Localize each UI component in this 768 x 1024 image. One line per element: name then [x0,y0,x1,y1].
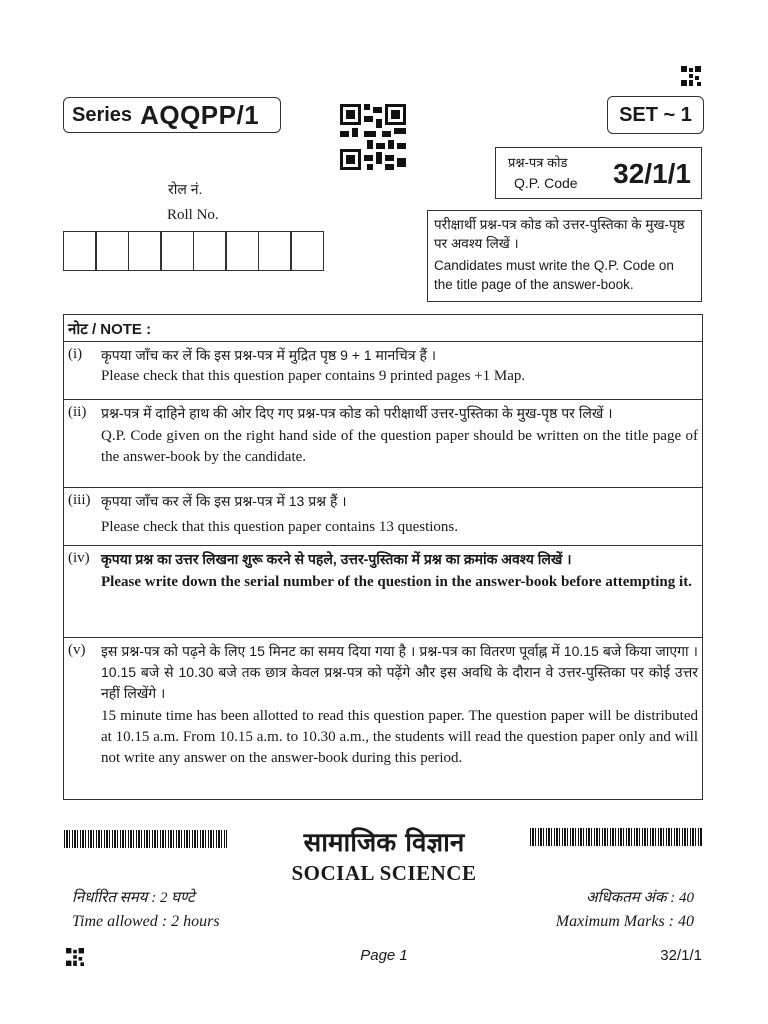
roll-digit-box[interactable] [63,231,97,271]
candidate-note-hindi: परीक्षार्थी प्रश्न-पत्र कोड को उत्तर-पुस्तिका के मुख-पृष्ठ पर अवश्य लिखें । [434,217,685,251]
note-item-english: Please write down the serial number of the question in the answer-book before attempting it. [101,574,692,590]
footer-qp-code: 32/1/1 [660,947,702,964]
candidate-note-english: Candidates must write the Q.P. Code on the title page of the answer-book. [434,258,674,292]
roll-digit-box[interactable] [193,231,227,271]
qr-code-small-top [681,66,701,86]
note-item-hindi: कृपया जाँच कर लें कि इस प्रश्न-पत्र में मुद्रित पृष्ठ 9 + 1 मानचित्र हैं । [101,347,437,363]
time-allowed-english: Time allowed : 2 hours [72,913,220,930]
note-item-hindi: कृपया जाँच कर लें कि इस प्रश्न-पत्र में 13 प्रश्न हैं । [101,493,347,509]
note-item [64,545,702,637]
roll-digit-box[interactable] [128,231,162,271]
max-marks-hindi: अधिकतम अंक : 40 [586,890,694,906]
qp-code-value: 32/1/1 [613,158,691,189]
max-marks-english: Maximum Marks : 40 [555,913,694,930]
roll-digit-box[interactable] [258,231,292,271]
roll-digit-box[interactable] [225,231,259,271]
note-heading: नोट / NOTE : [68,321,152,338]
note-item-number: (iii) [68,492,91,508]
time-allowed-hindi: निर्धारित समय : 2 घण्टे [72,890,195,906]
roll-label-hindi: रोल नं. [168,181,203,197]
roll-number-boxes[interactable] [64,231,324,271]
series-label: Series [72,103,133,126]
note-item [64,341,702,399]
roll-digit-box[interactable] [290,231,324,271]
page-number: Page 1 [360,947,408,964]
note-item-number: (i) [68,346,83,362]
set-box [607,96,704,134]
subject-title-hindi: सामाजिक विज्ञान [303,828,465,858]
candidate-instruction-box [427,210,702,302]
series-code: AQQPP/1 [140,99,260,130]
note-item [64,399,702,487]
note-item [64,637,702,799]
note-item-english: 15 minute time has been allotted to read this question paper. The question paper will be distributed at 10.15 a.m. From 10.15 a.m. to 10.30 a.m., the students will read the question paper only and will not write any answer on the answer-book during this period. [101,708,698,766]
roll-digit-box[interactable] [95,231,129,271]
roll-digit-box[interactable] [160,231,194,271]
qr-code-main [340,104,406,170]
qp-code-label-hindi: प्रश्न-पत्र कोड [508,155,568,170]
series-box [63,97,281,133]
note-item-number: (ii) [68,404,87,420]
qp-code-label-english: Q.P. Code [514,175,578,191]
note-item-number: (iv) [68,550,90,566]
roll-label-english: Roll No. [167,207,219,223]
note-item [64,487,702,545]
note-item-hindi: इस प्रश्न-पत्र को पढ़ने के लिए 15 मिनट का समय दिया गया है । प्रश्न-पत्र का वितरण पूर्वाह्न में 10.15 बजे किया जाएगा । 10.15 बजे से 10.30 बजे तक छात्र केवल प्रश्न-पत्र को पढ़ेंगे और इस अवधि के दौरान वे उत्तर-पुस्तिका पर कोई उत्तर नहीं लिखेंगे । [101,643,698,701]
note-item-english: Please check that this question paper contains 9 printed pages +1 Map. [101,368,526,384]
qp-code-box [495,147,702,199]
set-label: SET ~ 1 [619,103,692,126]
note-item-hindi: कृपया प्रश्न का उत्तर लिखना शुरू करने से पहले, उत्तर-पुस्तिका में प्रश्न का क्रमांक अवश्य लिखें । [101,551,572,567]
subject-title-english: SOCIAL SCIENCE [291,861,477,885]
note-item-hindi: प्रश्न-पत्र में दाहिने हाथ की ओर दिए गए प्रश्न-पत्र कोड को परीक्षार्थी उत्तर-पुस्तिका के मुख-पृष्ठ पर लिखें । [101,405,613,421]
note-item-english: Please check that this question paper contains 13 questions. [101,519,459,535]
note-item-english: Q.P. Code given on the right hand side of the question paper should be written on the title page of the answer-book by the candidate. [101,428,698,465]
note-item-number: (v) [68,642,86,658]
note-table [63,314,703,800]
